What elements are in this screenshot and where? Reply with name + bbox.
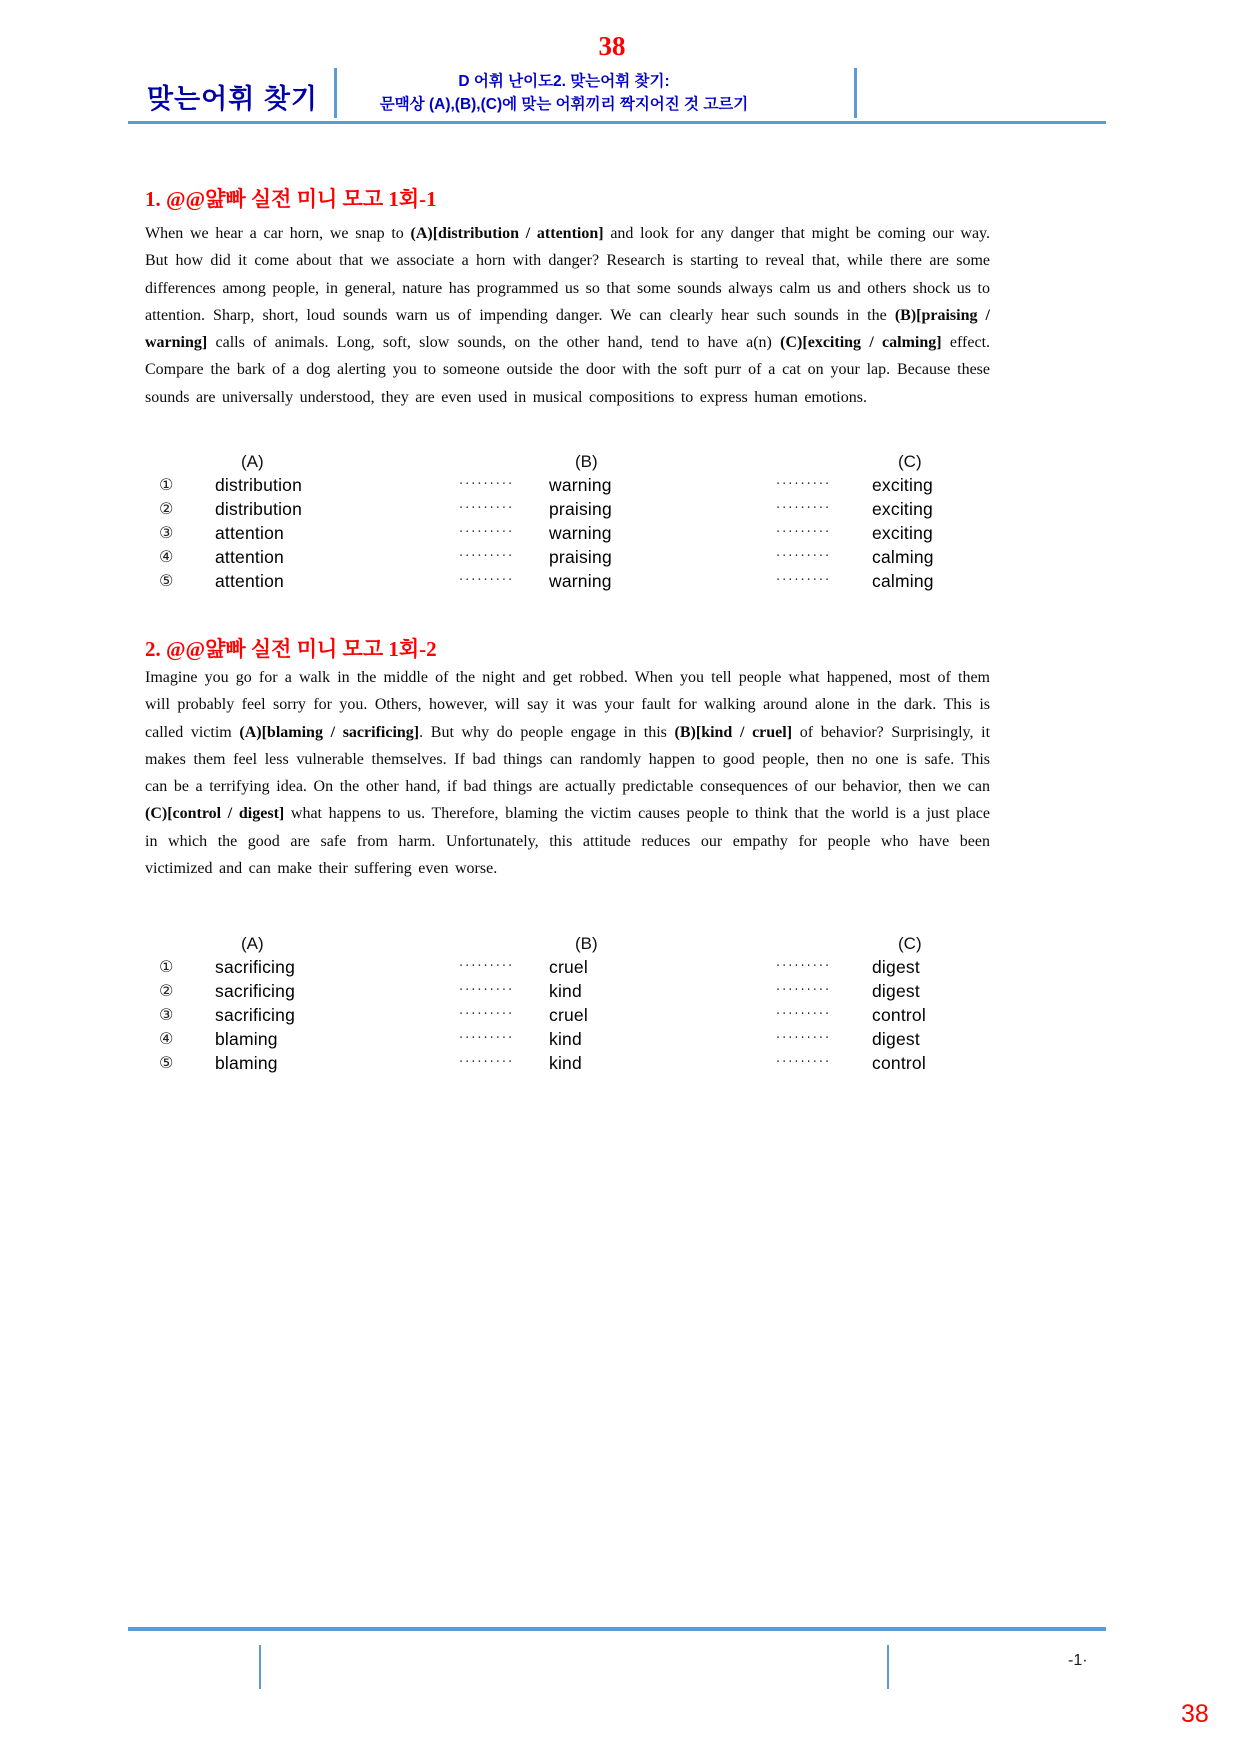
leader-dots: ········· — [776, 1055, 832, 1070]
choice-b: praising — [549, 547, 612, 567]
choice-b: cruel — [549, 957, 588, 977]
choice-row-3 — [159, 521, 990, 545]
leader-dots: ········· — [776, 501, 832, 516]
choice-bracket-c: (C)[exciting / calming] — [780, 334, 942, 352]
question-1-passage — [145, 220, 990, 411]
leader-dots: ········· — [459, 501, 515, 516]
leader-dots: ········· — [776, 1007, 832, 1022]
choices-header-a: (A) — [241, 452, 264, 471]
choice-row-4 — [159, 545, 990, 569]
leader-dots: ········· — [776, 573, 832, 588]
leader-dots: ········· — [776, 959, 832, 974]
footer-rule — [128, 1627, 1106, 1631]
question-2-title: 2. @@얊빠 실전 미니 모고 1회-2 — [145, 637, 437, 661]
leader-dots: ········· — [459, 1055, 515, 1070]
choice-c: control — [872, 1053, 926, 1073]
choice-a: blaming — [215, 1053, 278, 1073]
header-divider-left — [334, 68, 337, 118]
choice-a: sacrificing — [215, 957, 296, 977]
passage-segment: of behavior? Surprisingly, it makes them feel less vulnerable themselves. If bad things can randomly happen to good people, then no one is safe. This can be a terrifying idea. On the other hand, if bad things are actually predictable consequences of our behavior, then we can — [145, 723, 991, 796]
choice-number: ② — [159, 981, 174, 1000]
leader-dots: ········· — [459, 1007, 515, 1022]
choice-bracket-b: (B)[praising / warning] — [145, 306, 991, 352]
choice-a: distribution — [215, 499, 303, 519]
choice-row-5 — [159, 569, 990, 593]
footer-divider-right — [887, 1645, 889, 1689]
choice-row-3 — [159, 1003, 990, 1027]
choice-c: digest — [872, 957, 920, 977]
choice-c: exciting — [872, 523, 933, 543]
choices-header-a: (A) — [241, 934, 264, 953]
choice-a: distribution — [215, 475, 303, 495]
passage-segment: effect. Compare the bark of a dog alerting you to someone outside the door with the soft purr of a cat on your lap. Because these sounds are universally understood, they are even used in musical compositions to express human emotions. — [145, 334, 991, 406]
choice-c: calming — [872, 547, 934, 567]
choice-b: warning — [549, 571, 612, 591]
leader-dots: ········· — [459, 983, 515, 998]
passage-segment: . But why do people engage in this — [419, 723, 675, 741]
choice-bracket-a: (A)[blaming / sacrificing] — [239, 723, 420, 741]
passage-segment: calls of animals. Long, soft, slow sounds, on the other hand, tend to have a(n) — [207, 334, 781, 352]
leader-dots: ········· — [459, 549, 515, 564]
choice-a: blaming — [215, 1029, 278, 1049]
footer-divider-left — [259, 1645, 261, 1689]
choice-number: ① — [159, 475, 174, 494]
choice-row-1 — [159, 473, 990, 497]
choice-row-2 — [159, 497, 990, 521]
choice-row-1 — [159, 955, 990, 979]
header-description-line1: D 어휘 난이도2. 맞는어휘 찾기: — [458, 73, 670, 90]
question-2-passage — [145, 664, 990, 882]
leader-dots: ········· — [459, 477, 515, 492]
choice-a: attention — [215, 571, 284, 591]
choices-header-c: (C) — [898, 934, 922, 953]
choice-b: kind — [549, 1029, 582, 1049]
choice-number: ④ — [159, 1029, 174, 1048]
passage-segment: and look for any danger that might be coming our way. But how did it come about that we associate a horn with danger? Research is starting to reveal that, while there are some differences among people, in general, nature has programmed us so that some sounds always calm us and others shock us to attention. Sharp, short, loud sounds warn us of impending danger. We can clearly hear such sounds in the — [145, 225, 991, 324]
choice-a: attention — [215, 523, 284, 543]
leader-dots: ········· — [776, 1031, 832, 1046]
choice-b: warning — [549, 523, 612, 543]
choice-bracket-a: (A)[distribution / attention] — [410, 225, 604, 242]
header-divider-right — [854, 68, 857, 118]
choice-c: exciting — [872, 499, 933, 519]
choice-c: digest — [872, 1029, 920, 1049]
choice-row-5 — [159, 1051, 990, 1075]
leader-dots: ········· — [459, 525, 515, 540]
choice-b: warning — [549, 475, 612, 495]
question-1-choices — [159, 450, 990, 593]
choice-b: cruel — [549, 1005, 588, 1025]
leader-dots: ········· — [776, 525, 832, 540]
choices-header-b: (B) — [575, 452, 598, 471]
leader-dots: ········· — [776, 983, 832, 998]
header-description-line2: 문맥상 (A),(B),(C)에 맞는 어휘끼리 짝지어진 것 고르기 — [379, 96, 749, 113]
choice-bracket-c: (C)[control / digest] — [145, 805, 285, 823]
choice-number: ① — [159, 957, 174, 976]
page-number-top: 38 — [598, 31, 626, 61]
header-section-title: 맞는어휘 찾기 — [147, 84, 318, 114]
leader-dots: ········· — [459, 573, 515, 588]
choice-number: ② — [159, 499, 174, 518]
question-2-choices — [159, 932, 990, 1075]
choice-c: calming — [872, 571, 934, 591]
choice-a: sacrificing — [215, 1005, 296, 1025]
choice-c: control — [872, 1005, 926, 1025]
choices-header-row — [159, 932, 990, 955]
choice-row-2 — [159, 979, 990, 1003]
choices-header-row — [159, 450, 990, 473]
page-number-bottom: 38 — [1181, 1700, 1209, 1728]
choice-b: kind — [549, 981, 582, 1001]
leader-dots: ········· — [459, 1031, 515, 1046]
choice-number: ④ — [159, 547, 174, 566]
choice-b: kind — [549, 1053, 582, 1073]
choice-row-4 — [159, 1027, 990, 1051]
choices-header-c: (C) — [898, 452, 922, 471]
choice-a: sacrificing — [215, 981, 296, 1001]
question-1-title: 1. @@얊빠 실전 미니 모고 1회-1 — [145, 187, 437, 211]
choice-number: ⑤ — [159, 571, 174, 590]
choices-header-b: (B) — [575, 934, 598, 953]
passage-segment: When we hear a car horn, we snap to — [145, 225, 411, 242]
footer-page-label: -1· — [1068, 1652, 1088, 1669]
choice-a: attention — [215, 547, 284, 567]
leader-dots: ········· — [459, 959, 515, 974]
choice-b: praising — [549, 499, 612, 519]
choice-bracket-b: (B)[kind / cruel] — [674, 723, 793, 741]
choice-c: digest — [872, 981, 920, 1001]
header-rule — [128, 121, 1106, 124]
choice-c: exciting — [872, 475, 933, 495]
passage-segment: Imagine you go for a walk in the middle of the night and get robbed. When you tell people what happened, most of them will probably feel sorry for you. Others, however, will say it was your fault for walking around alone in the dark. This is called victim — [145, 669, 990, 741]
choice-number: ③ — [159, 523, 174, 542]
leader-dots: ········· — [776, 477, 832, 492]
passage-segment: what happens to us. Therefore, blaming the victim causes people to think that the world is a just place in which the good are safe from harm. Unfortunately, this attitude reduces our empathy for people who have been victimized and can make their suffering even worse. — [145, 805, 990, 878]
leader-dots: ········· — [776, 549, 832, 564]
header-description — [354, 70, 774, 116]
choice-number: ③ — [159, 1005, 174, 1024]
choice-number: ⑤ — [159, 1053, 174, 1072]
